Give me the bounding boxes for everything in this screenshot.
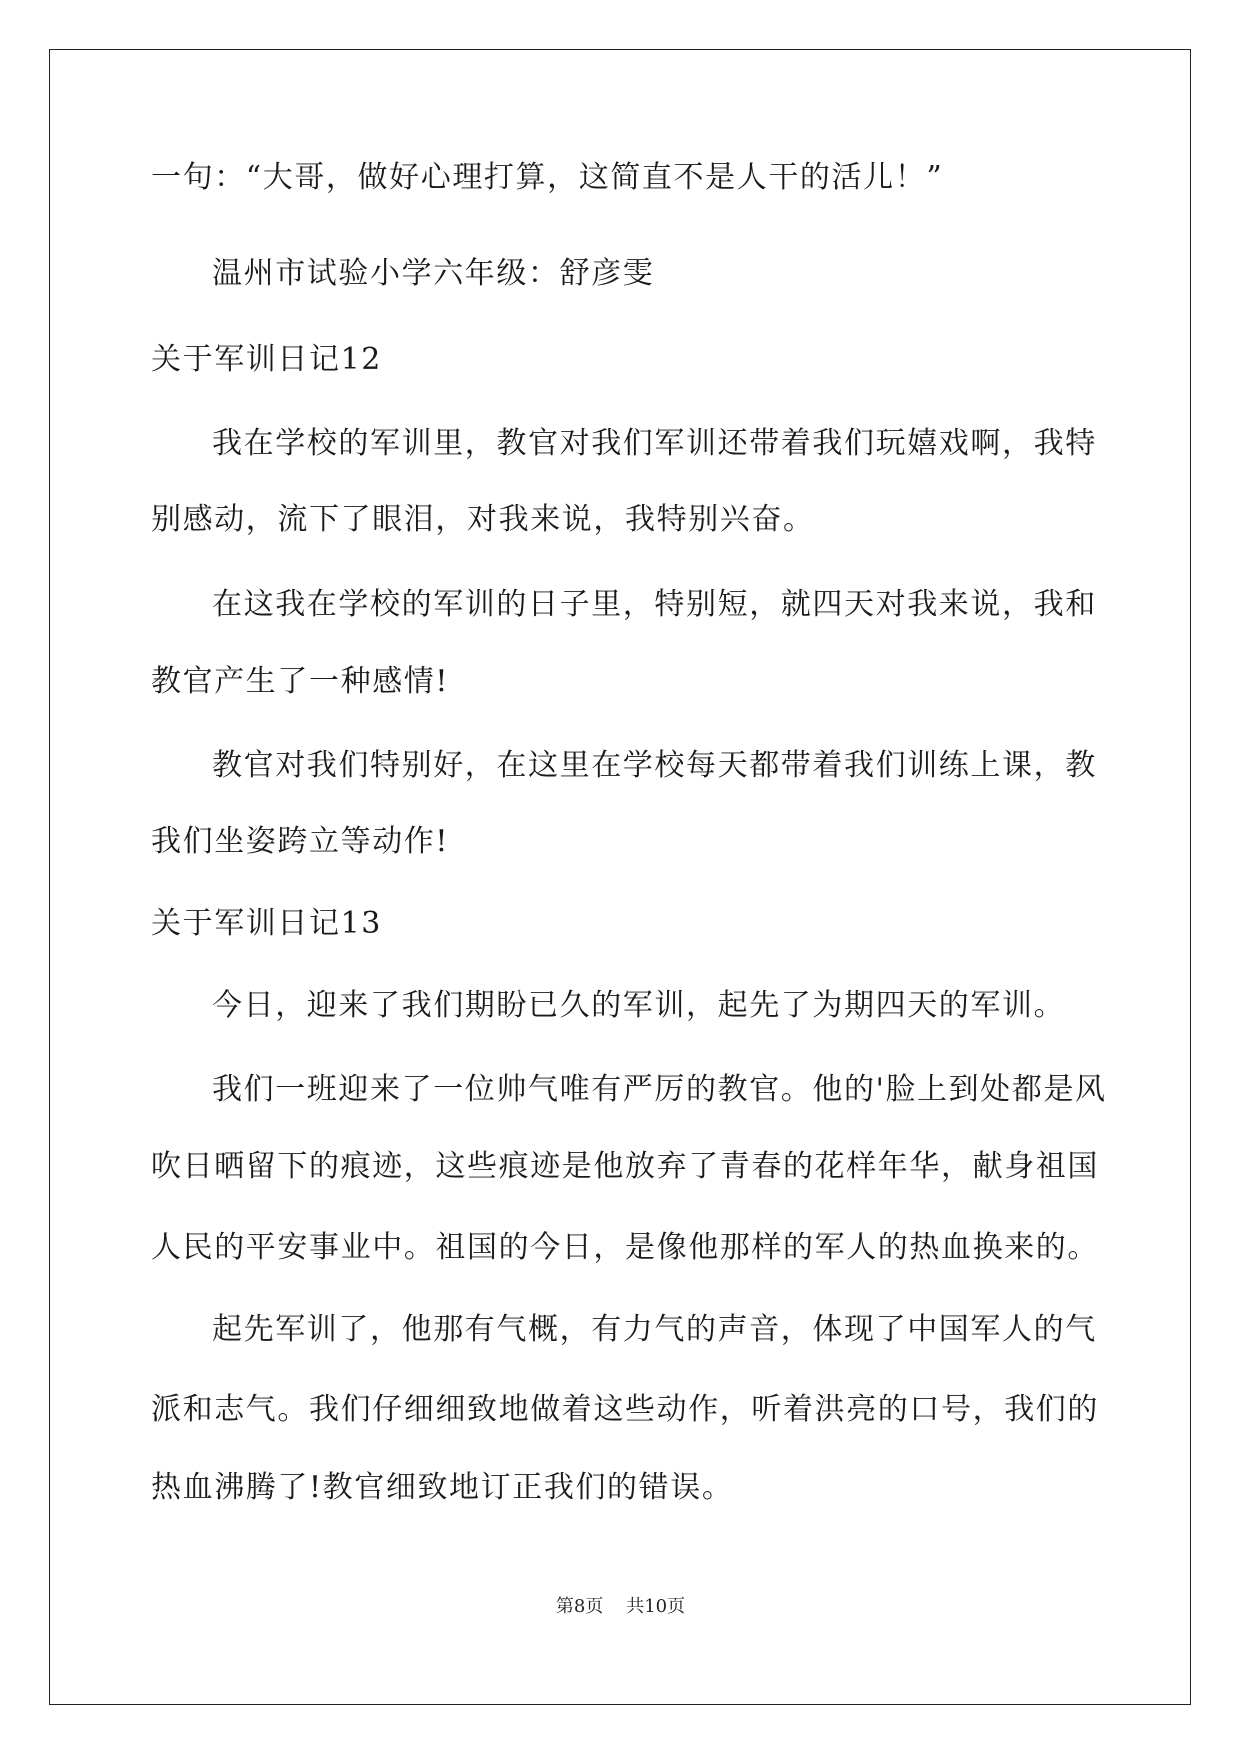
paragraph-line: 今日，迎来了我们期盼已久的军训，起先了为期四天的军训。	[212, 988, 1066, 1023]
paragraph-line: 别感动，流下了眼泪，对我来说，我特别兴奋。	[151, 502, 815, 537]
text-line: 一句：“大哥，做好心理打算，这简直不是人干的活儿！”	[151, 160, 944, 195]
paragraph-line: 我在学校的军训里，教官对我们军训还带着我们玩嬉戏啊，我特	[212, 426, 1097, 461]
paragraph-line: 教官产生了一种感情!	[151, 664, 450, 699]
paragraph-line: 在这我在学校的军训的日子里，特别短，就四天对我来说，我和	[212, 587, 1097, 622]
section-heading: 关于军训日记13	[151, 906, 382, 941]
paragraph-line: 吹日晒留下的痕迹，这些痕迹是他放弃了青春的花样年华，献身祖国	[151, 1149, 1099, 1184]
page-number: 第8页	[555, 1596, 604, 1617]
page-footer	[0, 1595, 1241, 1619]
paragraph-line: 起先军训了，他那有气概，有力气的声音，体现了中国军人的气	[212, 1312, 1097, 1347]
paragraph-line: 热血沸腾了!教官细致地订正我们的错误。	[151, 1470, 734, 1505]
author-line: 温州市试验小学六年级：舒彦雯	[212, 256, 655, 291]
paragraph-line: 我们一班迎来了一位帅气唯有严厉的教官。他的'脸上到处都是风	[212, 1072, 1107, 1107]
paragraph-line: 我们坐姿跨立等动作!	[151, 824, 450, 859]
section-heading: 关于军训日记12	[151, 342, 382, 377]
paragraph-line: 教官对我们特别好，在这里在学校每天都带着我们训练上课，教	[212, 748, 1097, 783]
paragraph-line: 派和志气。我们仔细细致地做着这些动作，听着洪亮的口号，我们的	[151, 1392, 1099, 1427]
page-border	[49, 49, 1191, 1705]
paragraph-line: 人民的平安事业中。祖国的今日，是像他那样的军人的热血换来的。	[151, 1230, 1099, 1265]
page-total: 共10页	[626, 1596, 686, 1617]
